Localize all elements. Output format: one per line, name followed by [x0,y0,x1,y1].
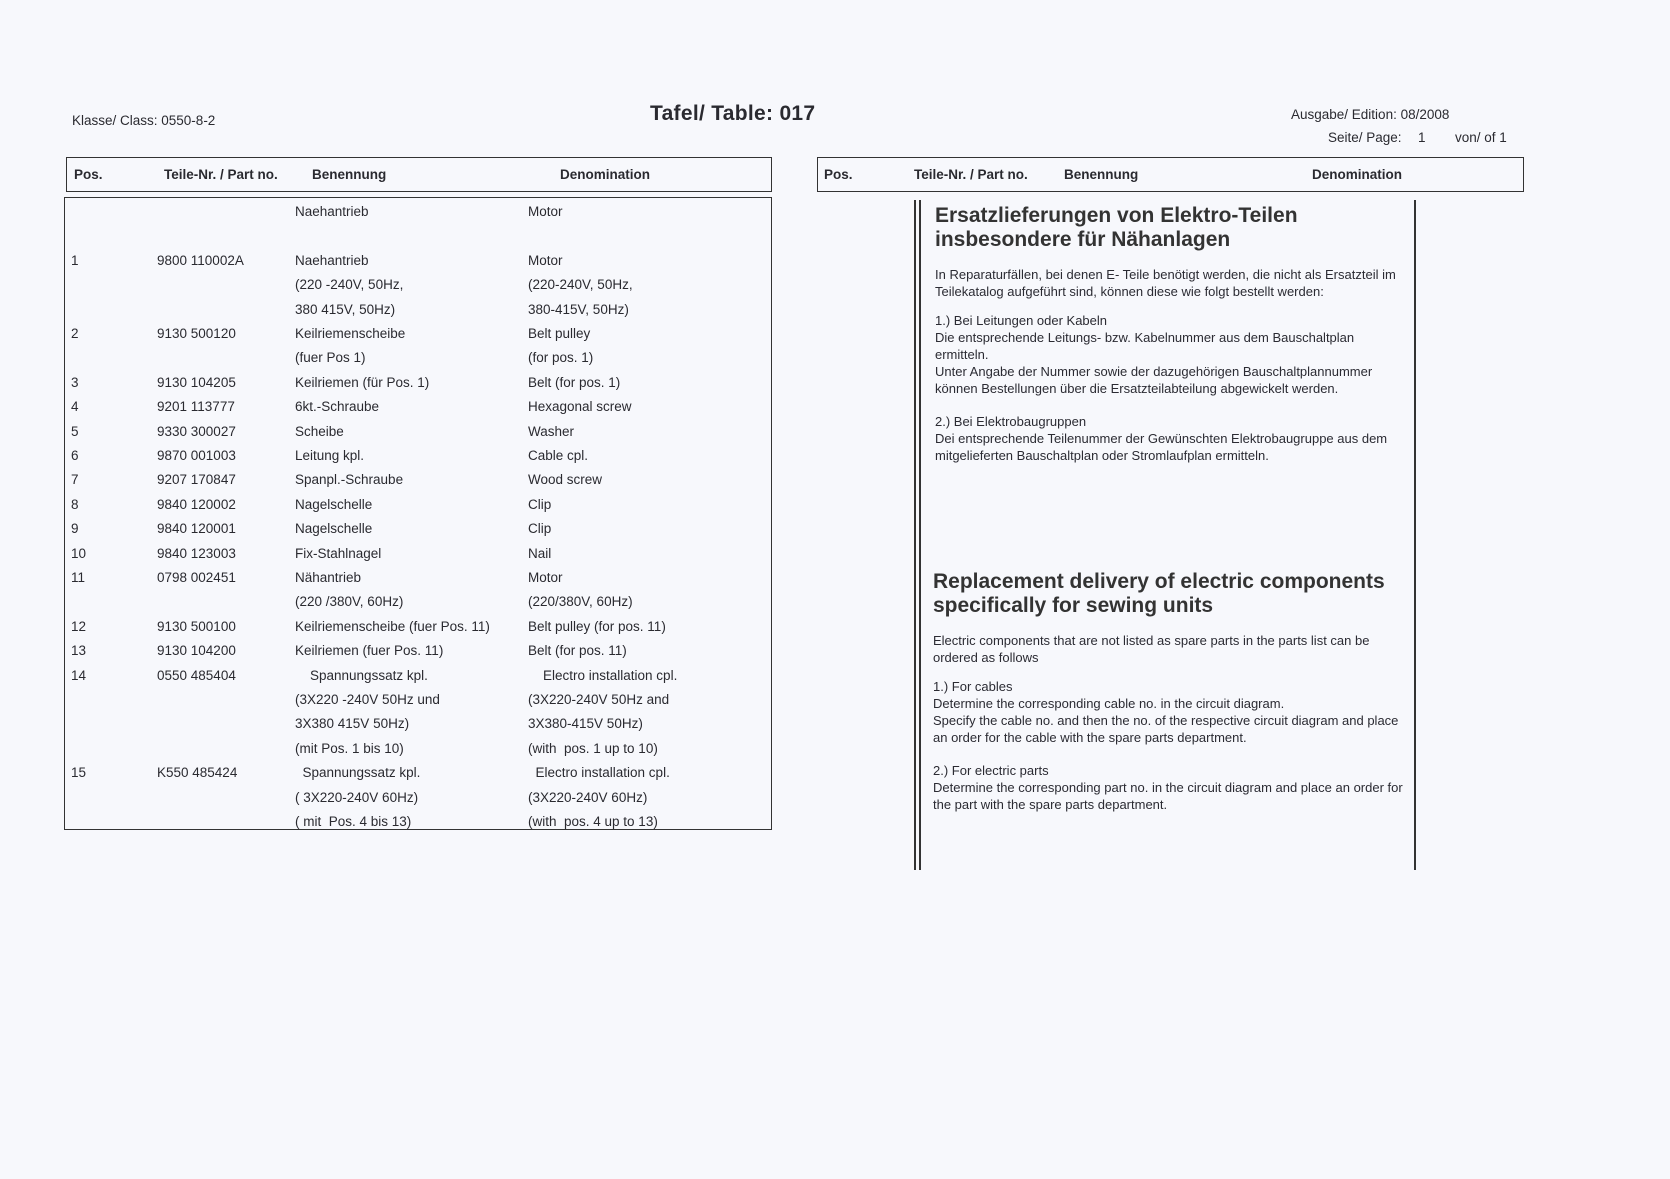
note-english-s1-head: 1.) For cables [933,679,1013,694]
cell-part-no: 9201 113777 [157,399,235,415]
cell-part-no: K550 485424 [157,765,238,781]
cell-denomination: Belt pulley (for pos. 11) [528,618,666,634]
cell-benennung: Keilriemenscheibe [295,326,406,341]
cell-part-no: 9870 001003 [157,448,236,463]
cell-benennung: 380 415V, 50Hz) [295,301,396,317]
cell-denomination: Motor [528,252,563,268]
note-english-s2-head: 2.) For electric parts [933,763,1049,778]
cell-benennung: (mit Pos. 1 bis 10) [295,740,404,756]
cell-pos: 11 [71,570,86,585]
cell-part-no: 9840 123003 [157,545,236,561]
table-row [65,204,771,226]
table-row [65,424,771,446]
cell-denomination: Cable cpl. [528,448,589,463]
cell-benennung: Scheibe [295,423,344,439]
table-row [65,716,771,738]
col-benennung-right: Benennung [1064,167,1139,182]
cell-denomination: Clip [528,521,552,537]
cell-benennung: (3X220 -240V 50Hz und [295,692,440,707]
table-row [65,326,771,348]
cell-pos: 5 [71,423,79,439]
cell-part-no: 9130 500100 [157,618,236,634]
note-english [933,570,1403,829]
cell-pos: 3 [71,374,79,390]
cell-pos: 14 [71,667,87,683]
cell-part-no: 9130 500120 [157,326,236,341]
table-row [65,546,771,568]
cell-benennung: (220 -240V, 50Hz, [295,277,404,293]
cell-denomination: Electro installation cpl. [528,667,678,683]
cell-benennung: Naehantrieb [295,204,369,219]
cell-benennung: (fuer Pos 1) [295,350,366,366]
cell-part-no: 9130 104200 [157,643,236,659]
note-german-s1-body: Die entsprechende Leitungs- bzw. Kabelnummer aus dem Bauschaltplan ermitteln. [935,330,1355,362]
cell-denomination: Nail [528,545,552,561]
cell-denomination: Motor [528,204,563,219]
cell-denomination: Motor [528,570,563,585]
cell-benennung: Nähantrieb [295,570,362,585]
cell-part-no: 9207 170847 [157,472,236,488]
cell-denomination: (with pos. 1 up to 10) [528,740,658,756]
col-benennung: Benennung [312,167,387,182]
cell-benennung: Keilriemenscheibe (fuer Pos. 11) [295,618,490,634]
cell-denomination: (for pos. 1) [528,350,594,366]
cell-denomination: Clip [528,496,552,512]
note-english-intro: Electric components that are not listed as spare parts in the parts list can be ordered as follows [933,633,1370,665]
cell-denomination: (3X220-240V 50Hz and [528,692,670,707]
cell-part-no: 0798 002451 [157,570,236,585]
note-german-s2-body: Dei entsprechende Teilenummer der Gewünschten Elektrobaugruppe aus dem mitgelieferten Bauschaltplan oder Stromlaufplan ermitteln. [935,431,1388,463]
table-row [65,350,771,372]
table-row [65,619,771,641]
cell-pos: 13 [71,643,87,659]
note-german-s1-body2: Unter Angabe der Nummer sowie der dazugehörigen Bauschaltplannummer können Bestellungen über die Ersatzteilabteilung abgewickelt werden. [935,364,1373,396]
cell-denomination: Belt (for pos. 1) [528,374,621,390]
cell-pos: 9 [71,521,79,537]
table-row [65,692,771,714]
cell-denomination: (220/380V, 60Hz) [528,594,633,610]
cell-benennung: Nagelschelle [295,521,373,537]
note-english-title: Replacement delivery of electric components specifically for sewing units [933,570,1385,617]
cell-denomination: Washer [528,423,575,439]
cell-denomination: Electro installation cpl. [528,765,670,781]
table-row [65,375,771,397]
page-number: 1 [1418,130,1426,145]
cell-denomination: 380-415V, 50Hz) [528,301,629,317]
table-row [65,497,771,519]
cell-benennung: ( 3X220-240V 60Hz) [295,789,419,805]
col-part-no-right: Teile-Nr. / Part no. [914,167,1028,182]
cell-pos: 4 [71,399,79,415]
cell-pos: 7 [71,472,79,488]
table-row [65,668,771,690]
table-row [65,521,771,543]
cell-pos: 15 [71,765,87,781]
cell-part-no: 0550 485404 [157,667,236,683]
note-left-rule [914,200,916,870]
cell-denomination: Belt pulley [528,326,591,341]
note-german-s2-head: 2.) Bei Elektrobaugruppen [935,414,1087,429]
cell-benennung: Spannungssatz kpl. [295,765,421,781]
cell-part-no: 9330 300027 [157,423,236,439]
cell-part-no: 9840 120001 [157,521,236,537]
table-row [65,643,771,665]
table-row [65,765,771,787]
cell-benennung: Fix-Stahlnagel [295,545,382,561]
cell-benennung: Naehantrieb [295,252,369,268]
cell-denomination: (220-240V, 50Hz, [528,277,633,293]
table-row [65,472,771,494]
col-denomination: Denomination [560,167,650,182]
col-part-no: Teile-Nr. / Part no. [164,167,278,182]
note-german-s1-head: 1.) Bei Leitungen oder Kabeln [935,313,1108,328]
cell-benennung: Nagelschelle [295,496,373,512]
note-german-title: Ersatzlieferungen von Elektro-Teilen insbesondere für Nähanlagen [935,204,1298,251]
page-label: Seite/ Page: [1328,130,1402,145]
cell-benennung: Spanpl.-Schraube [295,472,404,488]
cell-part-no: 9800 110002A [157,252,244,268]
cell-denomination: (with pos. 4 up to 13) [528,814,658,829]
cell-benennung: Keilriemen (für Pos. 1) [295,374,430,390]
table-row [65,399,771,421]
cell-benennung: 3X380 415V 50Hz) [295,716,410,732]
cell-pos: 6 [71,448,79,463]
table-row [65,570,771,592]
class-label: Klasse/ Class: 0550-8-2 [72,113,216,128]
left-column-header [66,157,772,192]
table-row [65,448,771,470]
edition-label: Ausgabe/ Edition: 08/2008 [1291,107,1450,122]
table-row [65,253,771,275]
note-english-s2-body: Determine the corresponding part no. in the circuit diagram and place an order for the part with the spare parts department. [933,780,1403,812]
cell-denomination: Hexagonal screw [528,399,632,415]
cell-benennung: Spannungssatz kpl. [295,667,428,683]
table-row [65,302,771,324]
note-right-rule [1414,200,1416,870]
table-row [65,594,771,616]
table-title: Tafel/ Table: 017 [650,102,816,125]
cell-denomination: (3X220-240V 60Hz) [528,789,648,805]
col-denomination-right: Denomination [1312,167,1402,182]
cell-benennung: 6kt.-Schraube [295,399,380,415]
cell-denomination: Wood screw [528,472,603,488]
cell-denomination: 3X380-415V 50Hz) [528,716,643,732]
note-german [935,204,1405,480]
cell-benennung: Leitung kpl. [295,448,365,463]
cell-part-no: 9840 120002 [157,496,236,512]
cell-pos: 8 [71,496,79,512]
note-english-s1-body2: Specify the cable no. and then the no. of the respective circuit diagram and place an order for the cable with the spare parts department. [933,713,1399,745]
cell-pos: 2 [71,326,79,341]
cell-benennung: ( mit Pos. 4 bis 13) [295,814,412,829]
table-row [65,814,771,836]
note-english-s1-body: Determine the corresponding cable no. in the circuit diagram. [933,696,1285,711]
cell-pos: 12 [71,618,87,634]
cell-benennung: (220 /380V, 60Hz) [295,594,404,610]
cell-pos: 1 [71,252,79,268]
cell-benennung: Keilriemen (fuer Pos. 11) [295,643,444,659]
note-german-intro: In Reparaturfällen, bei denen E- Teile benötigt werden, die nicht als Ersatzteil im Teilekatalog aufgeführt sind, können diese wie folgt bestellt werden: [935,267,1396,299]
col-pos-right: Pos. [824,167,853,182]
table-row [65,228,771,250]
table-row [65,790,771,812]
table-row [65,741,771,763]
cell-part-no: 9130 104205 [157,374,236,390]
right-column-header [817,157,1524,192]
col-pos: Pos. [74,167,103,182]
page-total: von/ of 1 [1455,130,1507,145]
table-row [65,277,771,299]
note-left-rule-inner [919,200,921,870]
cell-pos: 10 [71,545,87,561]
cell-denomination: Belt (for pos. 11) [528,643,627,659]
parts-table [64,197,772,830]
